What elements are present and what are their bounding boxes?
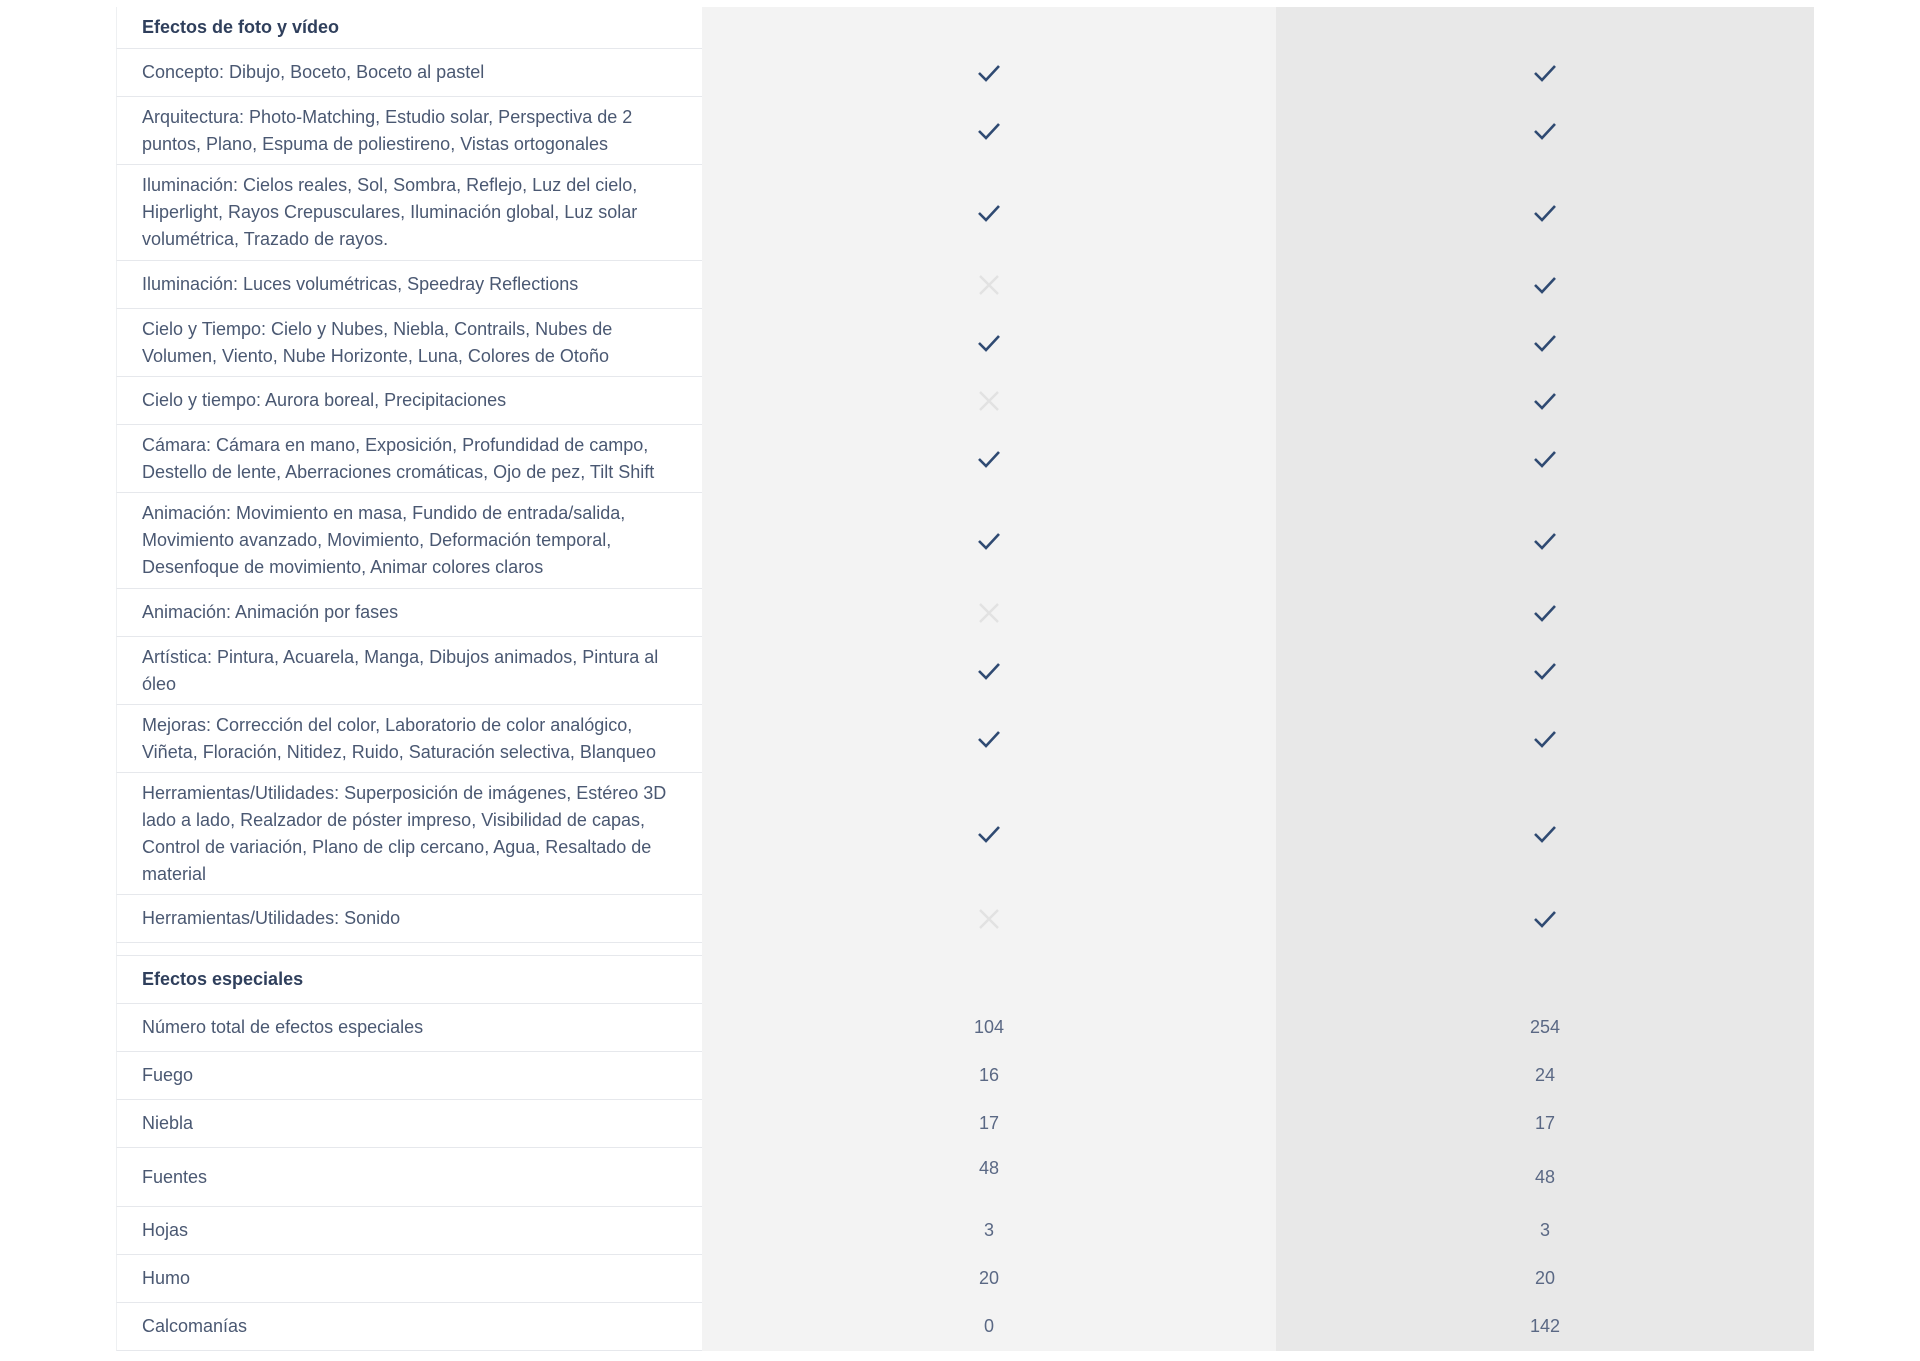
check-icon [975, 820, 1003, 848]
check-icon [1531, 527, 1559, 555]
feature-label: Artística: Pintura, Acuarela, Manga, Dibujos animados, Pintura al óleo [116, 637, 702, 705]
count-value: 3 [1539, 1220, 1550, 1240]
table-row [116, 377, 1814, 425]
table-row [116, 1052, 1814, 1100]
feature-label: Mejoras: Corrección del color, Laboratorio de color analógico, Viñeta, Floración, Nitidez, Ruido, Saturación selectiva, Blanqueo [116, 705, 702, 773]
table-row [116, 705, 1814, 773]
table-row [116, 261, 1814, 309]
check-icon [975, 657, 1003, 685]
table-row [116, 1004, 1814, 1052]
section-header-special-effects [116, 956, 1814, 1004]
feature-label: Cámara: Cámara en mano, Exposición, Profundidad de campo, Destello de lente, Aberraciones cromáticas, Ojo de pez, Tilt Shift [116, 425, 702, 493]
section-spacer [116, 943, 1814, 956]
section-title: Efectos de foto y vídeo [116, 7, 702, 49]
table-row [116, 165, 1814, 261]
check-icon [1531, 117, 1559, 145]
count-value: 20 [1534, 1268, 1556, 1288]
feature-label: Iluminación: Luces volumétricas, Speedray Reflections [116, 261, 702, 309]
check-icon [975, 445, 1003, 473]
check-icon [1531, 820, 1559, 848]
table-row [116, 637, 1814, 705]
feature-label: Herramientas/Utilidades: Sonido [116, 895, 702, 943]
count-value: 104 [973, 1017, 1005, 1037]
check-icon [1531, 725, 1559, 753]
cross-icon [975, 387, 1003, 415]
count-value: 16 [978, 1065, 1000, 1085]
table-row [116, 1100, 1814, 1148]
check-icon [1531, 199, 1559, 227]
cross-icon [975, 905, 1003, 933]
feature-label: Fuentes [116, 1148, 702, 1207]
feature-label: Herramientas/Utilidades: Superposición de imágenes, Estéreo 3D lado a lado, Realzador de póster impreso, Visibilidad de capas, Control de variación, Plano de clip cercano, Agua, Resaltado de material [116, 773, 702, 895]
check-icon [1531, 445, 1559, 473]
count-value: 48 [978, 1158, 1000, 1178]
check-icon [975, 117, 1003, 145]
table-row [116, 97, 1814, 165]
table-row [116, 425, 1814, 493]
check-icon [1531, 329, 1559, 357]
feature-label: Fuego [116, 1052, 702, 1100]
table-row [116, 589, 1814, 637]
check-icon [975, 199, 1003, 227]
count-value: 20 [978, 1268, 1000, 1288]
cross-icon [975, 271, 1003, 299]
check-icon [1531, 387, 1559, 415]
check-icon [975, 59, 1003, 87]
check-icon [975, 527, 1003, 555]
check-icon [975, 725, 1003, 753]
table-row [116, 309, 1814, 377]
feature-label: Humo [116, 1255, 702, 1303]
feature-label: Niebla [116, 1100, 702, 1148]
table-row [116, 493, 1814, 589]
feature-label: Número total de efectos especiales [116, 1004, 702, 1052]
check-icon [1531, 599, 1559, 627]
table-row [116, 1303, 1814, 1351]
table-row [116, 1148, 1814, 1207]
feature-label: Arquitectura: Photo-Matching, Estudio solar, Perspectiva de 2 puntos, Plano, Espuma de poliestireno, Vistas ortogonales [116, 97, 702, 165]
check-icon [1531, 657, 1559, 685]
feature-label: Concepto: Dibujo, Boceto, Boceto al pastel [116, 49, 702, 97]
feature-label: Animación: Animación por fases [116, 589, 702, 637]
check-icon [1531, 905, 1559, 933]
check-icon [1531, 271, 1559, 299]
feature-label: Hojas [116, 1207, 702, 1255]
count-value: 3 [983, 1220, 994, 1240]
feature-label: Cielo y tiempo: Aurora boreal, Precipitaciones [116, 377, 702, 425]
count-value: 17 [1534, 1113, 1556, 1133]
count-value: 254 [1529, 1017, 1561, 1037]
count-value: 0 [983, 1316, 994, 1336]
check-icon [1531, 59, 1559, 87]
table-row [116, 773, 1814, 895]
feature-label: Iluminación: Cielos reales, Sol, Sombra, Reflejo, Luz del cielo, Hiperlight, Rayos Crepusculares, Iluminación global, Luz solar volumétrica, Trazado de rayos. [116, 165, 702, 261]
table-row [116, 1207, 1814, 1255]
count-value: 142 [1529, 1316, 1561, 1336]
table-row [116, 895, 1814, 943]
section-header-photo-video [116, 7, 1814, 49]
count-value: 48 [1534, 1166, 1556, 1187]
cross-icon [975, 599, 1003, 627]
feature-label: Cielo y Tiempo: Cielo y Nubes, Niebla, Contrails, Nubes de Volumen, Viento, Nube Horizonte, Luna, Colores de Otoño [116, 309, 702, 377]
table-row [116, 49, 1814, 97]
section-title: Efectos especiales [116, 956, 702, 1004]
comparison-table [116, 7, 1814, 1351]
check-icon [975, 329, 1003, 357]
feature-label: Calcomanías [116, 1303, 702, 1351]
feature-label: Animación: Movimiento en masa, Fundido de entrada/salida, Movimiento avanzado, Movimiento, Deformación temporal, Desenfoque de movimiento, Animar colores claros [116, 493, 702, 589]
count-value: 24 [1534, 1065, 1556, 1085]
count-value: 17 [978, 1113, 1000, 1133]
table-row [116, 1255, 1814, 1303]
